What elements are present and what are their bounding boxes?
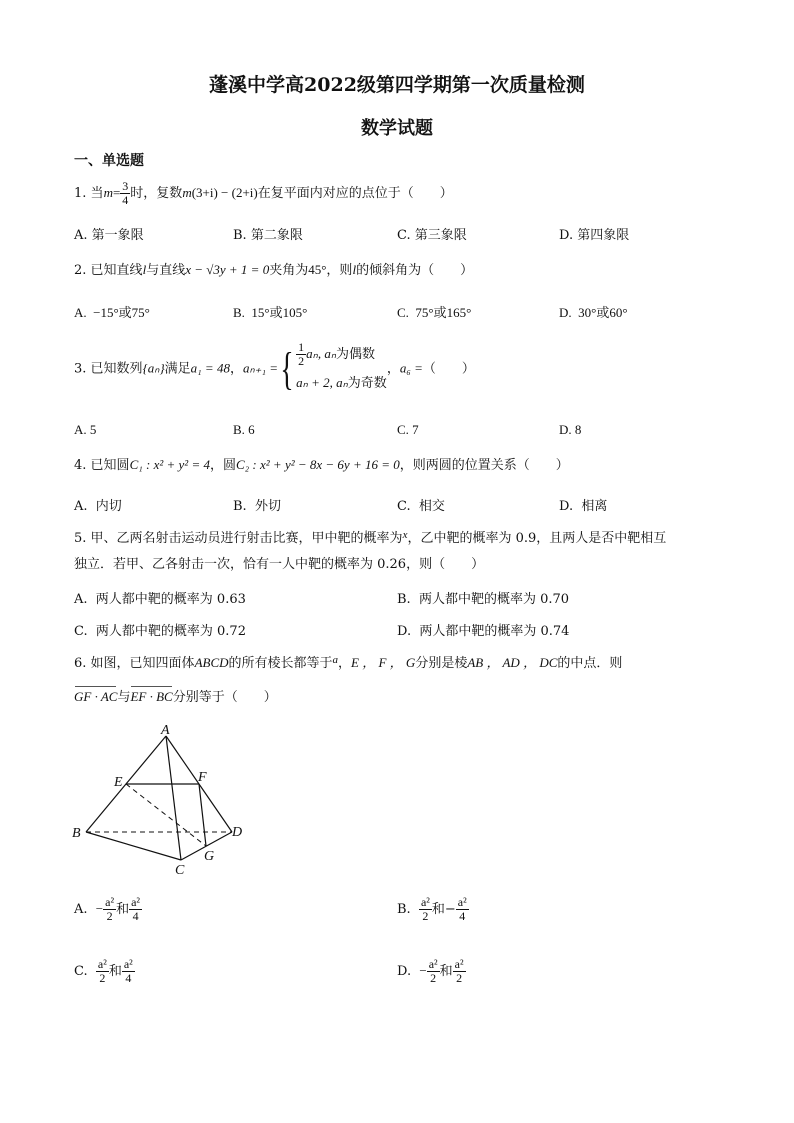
q3-option-d[interactable]: D. 8 — [559, 422, 582, 437]
page-title: 蓬溪中学高2022级第四学期第一次质量检测 — [209, 74, 585, 96]
question-number: 1. — [74, 186, 87, 201]
label-c: C — [175, 863, 185, 878]
question-6-line-1: 6. 如图，已知四面体ABCD的所有棱长都等于$^a$，E ， F ， G分别是棱AB ， AD ， DC的中点．则 — [74, 654, 623, 671]
label-d: D — [232, 825, 243, 840]
question-1: 1. 当m= $\frac{3}{4}$ 时，复数m(3+i) − (2+i)在复平面内对应的点位于（ ） — [74, 179, 453, 207]
label-f: F — [198, 770, 207, 785]
q2-option-b[interactable]: B. 15°或105° — [233, 305, 308, 320]
q2-option-c[interactable]: C. 75°或165° — [397, 305, 472, 320]
question-5-line-2: 独立．若甲、乙各射击一次，恰有一人中靶的概率为 0.26，则（ ） — [74, 557, 485, 572]
q6-option-a[interactable]: A. − $\frac{\text{a²}}{2}$ 和 $\frac{\text{a²}}{4}$ — [74, 895, 141, 923]
segment-eg-hidden — [126, 784, 206, 846]
section-heading: 一、单选题 — [74, 153, 144, 169]
label-e: E — [114, 775, 123, 790]
q6-option-d[interactable]: D. − $\frac{\text{a²}}{2}$ 和 $\frac{\text{a²}}{2}$ — [397, 957, 464, 985]
q3-option-c[interactable]: C. 7 — [397, 422, 419, 437]
q1-option-d[interactable]: D. 第四象限 — [559, 228, 630, 243]
question-4: 4. 已知圆C₁ : x² + y² = 4，圆C₂ : x² + y² − 8x − 6y + 16 = 0，则两圆的位置关系（ ） — [74, 457, 569, 473]
q3-option-b[interactable]: B. 6 — [233, 422, 255, 437]
edge-bc — [86, 832, 181, 860]
q5-option-a[interactable]: A. 两人都中靶的概率为 0.63 — [74, 592, 246, 607]
question-3: 3. 已知数列{aₙ}满足a₁ = 48，aₙ₊₁ ={ $\frac{1}{2}$ aₙ, aₙ为偶数 aₙ + 2, aₙ为奇数 ，a₆ =（ ） — [74, 340, 475, 394]
label-a: A — [161, 723, 170, 738]
page-subtitle: 数学试题 — [361, 118, 433, 139]
question-6-line-2: GF · AC与EF · BC分别等于（ ） — [74, 689, 277, 705]
q2-option-d[interactable]: D. 30°或60° — [559, 305, 628, 320]
q4-option-d[interactable]: D. 相离 — [559, 499, 608, 514]
q5-option-d[interactable]: D. 两人都中靶的概率为 0.74 — [397, 624, 570, 639]
label-b: B — [72, 826, 81, 841]
label-g: G — [204, 849, 215, 864]
q1-option-a[interactable]: A. 第一象限 — [74, 228, 144, 243]
q5-option-b[interactable]: B. 两人都中靶的概率为 0.70 — [397, 592, 570, 607]
tetrahedron-figure — [70, 722, 260, 882]
fraction: $\frac{3}{4}$ — [122, 179, 129, 207]
q6-option-b[interactable]: B. $\frac{\text{a²}}{2}$ 和− $\frac{\text{a²}}{4}$ — [397, 895, 467, 923]
q1-option-c[interactable]: C. 第三象限 — [397, 228, 467, 243]
q5-option-c[interactable]: C. 两人都中靶的概率为 0.72 — [74, 624, 246, 639]
q2-option-a[interactable]: A. −15°或75° — [74, 305, 150, 320]
q3-option-a[interactable]: A. 5 — [74, 422, 97, 437]
question-5-line-1: 5. 甲、乙两名射击运动员进行射击比赛，甲中靶的概率为$^x$，乙中靶的概率为 0.9，且两人是否中靶相互 — [74, 529, 667, 546]
q1-option-b[interactable]: B. 第二象限 — [233, 228, 303, 243]
q4-option-c[interactable]: C. 相交 — [397, 499, 445, 514]
q4-option-b[interactable]: B. 外切 — [233, 499, 281, 514]
q4-option-a[interactable]: A. 内切 — [74, 499, 122, 514]
q6-option-c[interactable]: C. $\frac{\text{a²}}{2}$ 和 $\frac{\text{a²}}{4}$ — [74, 957, 133, 985]
question-2: 2. 已知直线l与直线x − √3y + 1 = 0夹角为45°，则l的倾斜角为（ ） — [74, 262, 474, 278]
